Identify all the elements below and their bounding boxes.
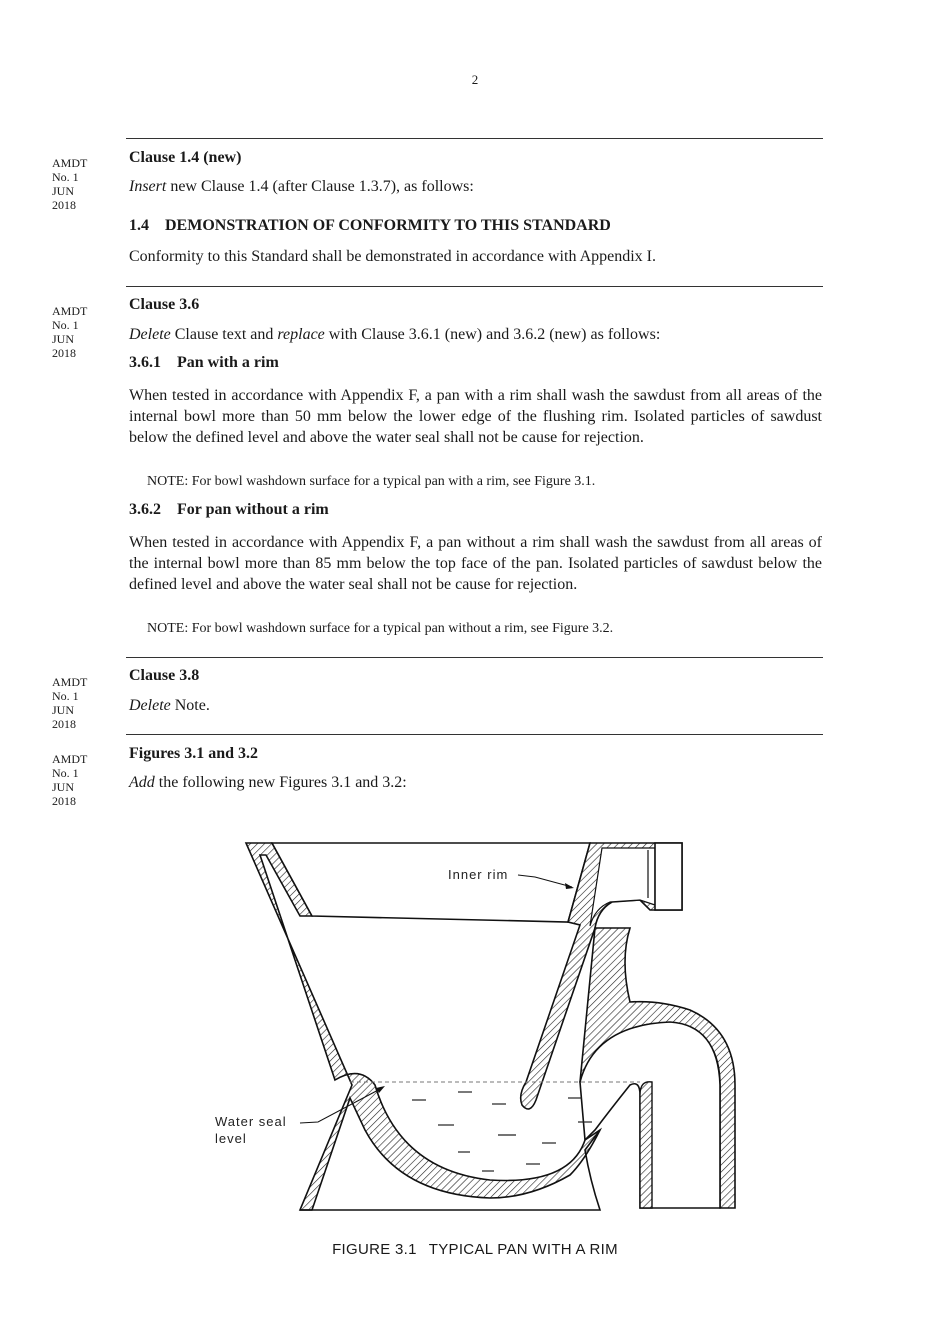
figures-instruction: Add the following new Figures 3.1 and 3.2: [129,774,407,791]
clause-3-8-heading: Clause 3.8 [129,667,200,684]
spigot [655,843,682,910]
figures-heading: Figures 3.1 and 3.2 [129,745,259,762]
figure-3-1 [200,830,760,1235]
clause-3-8-instruction: Delete Note. [129,697,210,714]
clause-3-6-1-body: When tested in accordance with Appendix F, a pan with a rim shall wash the sawdust from all areas of the internal bowl more than 50 mm below the lower edge of the flushing rim. Isolated particles of sawdust below the defined level and above the water seal shall not be cause for rejection. [129,387,822,446]
amendment-marker: AMDT No. 1 JUN 2018 [52,156,88,212]
amendment-marker: AMDT No. 1 JUN 2018 [52,675,88,731]
rim-top [272,843,590,922]
label-water-seal-level: level [215,1131,247,1146]
clause-3-6-instruction: Delete Clause text and replace with Clause 3.6.1 (new) and 3.6.2 (new) as follows: [129,326,661,343]
clause-3-6-heading: Clause 3.6 [129,296,200,313]
clause-1-4-subheading: 1.4 DEMONSTRATION OF CONFORMITY TO THIS STANDARD [129,217,611,234]
clause-3-6-1-note: NOTE: For bowl washdown surface for a typical pan with a rim, see Figure 3.1. [147,474,596,489]
clause-1-4-instruction: Insert new Clause 1.4 (after Clause 1.3.7), as follows: [129,178,474,195]
toilet-pan-diagram [200,830,760,1230]
water-marks [412,1092,592,1171]
figure-caption: FIGURE 3.1 TYPICAL PAN WITH A RIM [332,1241,618,1258]
label-water-seal: Water seal [215,1114,287,1129]
clause-3-6-1-heading: 3.6.1 Pan with a rim [129,354,279,371]
section-divider [126,286,823,287]
amendment-marker: AMDT No. 1 JUN 2018 [52,304,88,360]
trap-weir [640,1082,652,1208]
page-number: 2 [471,72,479,87]
section-divider [126,657,823,658]
pan-base [312,1130,600,1210]
amendment-marker: AMDT No. 1 JUN 2018 [52,752,88,808]
clause-3-6-2-body: When tested in accordance with Appendix F, a pan without a rim shall wash the sawdust from all areas of the internal bowl more than 85 mm below the top face of the pan. Isolated particles of sawdust below the defined level and above the water seal shall not be cause for rejection. [129,534,822,593]
clause-1-4-heading: Clause 1.4 (new) [129,149,242,166]
clause-1-4-body: Conformity to this Standard shall be demonstrated in accordance with Appendix I. [129,248,656,265]
clause-3-6-2-note: NOTE: For bowl washdown surface for a typical pan without a rim, see Figure 3.2. [147,621,614,636]
label-inner-rim: Inner rim [448,867,509,882]
section-divider [126,734,823,735]
clause-3-6-2-heading: 3.6.2 For pan without a rim [129,501,329,518]
section-divider [126,138,823,139]
